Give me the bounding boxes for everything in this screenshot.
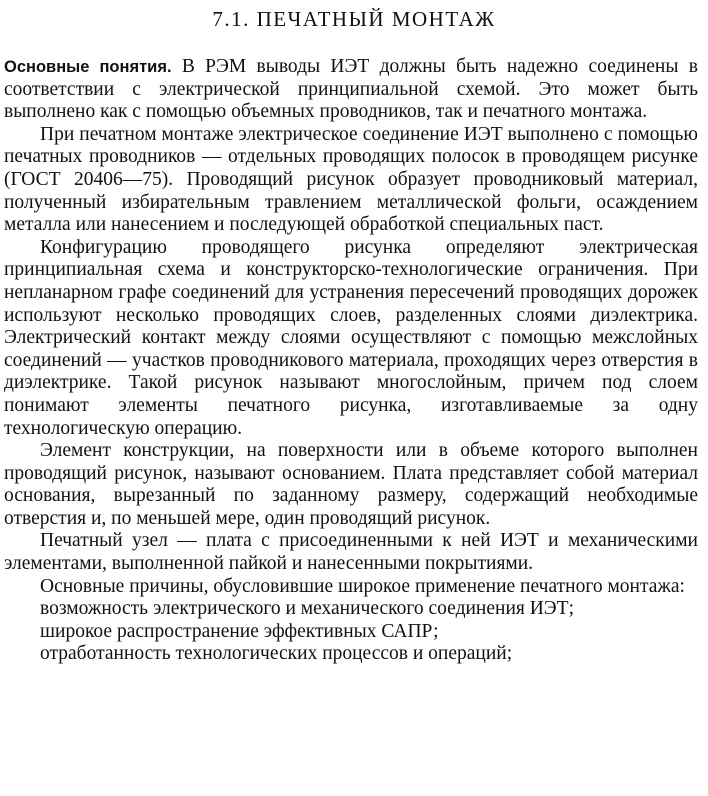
list-item: отработанность технологических процессов и операций;	[40, 643, 513, 665]
paragraph-basic-concepts	[4, 56, 698, 124]
paragraph-lead: Основные понятия.	[4, 58, 172, 76]
reasons-list	[4, 598, 698, 666]
paragraph-printed-mounting: При печатном монтаже электрическое соединение ИЭТ выполнено с помощью печатных проводников — отдельных проводящих полосок в проводящем рисунке (ГОСТ 20406—75). Проводящий рисунок образует проводниковый материал, полученный избирательным травлением металлической фольги, осаждением металла или нанесением и последующей обработкой специальных паст.	[4, 123, 698, 236]
paragraph-printed-unit: Печатный узел — плата с присоединенными к ней ИЭТ и механическими элементами, выполненной пайкой и нанесенными покрытиями.	[4, 530, 698, 575]
paragraph-main-reasons: Основные причины, обусловившие широкое применение печатного монтажа:	[40, 575, 685, 597]
body-text	[4, 56, 698, 666]
list-item: широкое распространение эффективных САПР;	[40, 620, 439, 642]
list-item: возможность электрического и механического соединения ИЭТ;	[40, 598, 575, 620]
paragraph-configuration: Конфигурацию проводящего рисунка определяют электрическая принципиальная схема и конструкторско-технологические ограничения. При непланарном графе соединений для устранения пересечений проводящих дорожек используют несколько проводящих слоев, разделенных слоями диэлектрика. Электрический контакт между слоями осуществляют с помощью межслойных соединений — участков проводникового материала, проходящих через отверстия в диэлектрике. Такой рисунок называют многослойным, причем под слоем понимают элементы печатного рисунка, изготавливаемые за одну технологическую операцию.	[4, 236, 698, 439]
paragraph-text: В РЭМ выводы ИЭТ должны быть надежно соединены в соответствии с электрической принципиальной схемой. Это может быть выполнено как с помощью объемных проводников, так и печатного монтажа.	[4, 56, 698, 123]
paragraph-base-element: Элемент конструкции, на поверхности или в объеме которого выполнен проводящий рисунок, называют основанием. Плата представляет собой материал основания, вырезанный по заданному размеру, содержащий необходимые отверстия и, по меньшей мере, один проводящий рисунок.	[4, 440, 698, 529]
section-title: 7.1. ПЕЧАТНЫЙ МОНТАЖ	[212, 7, 496, 31]
